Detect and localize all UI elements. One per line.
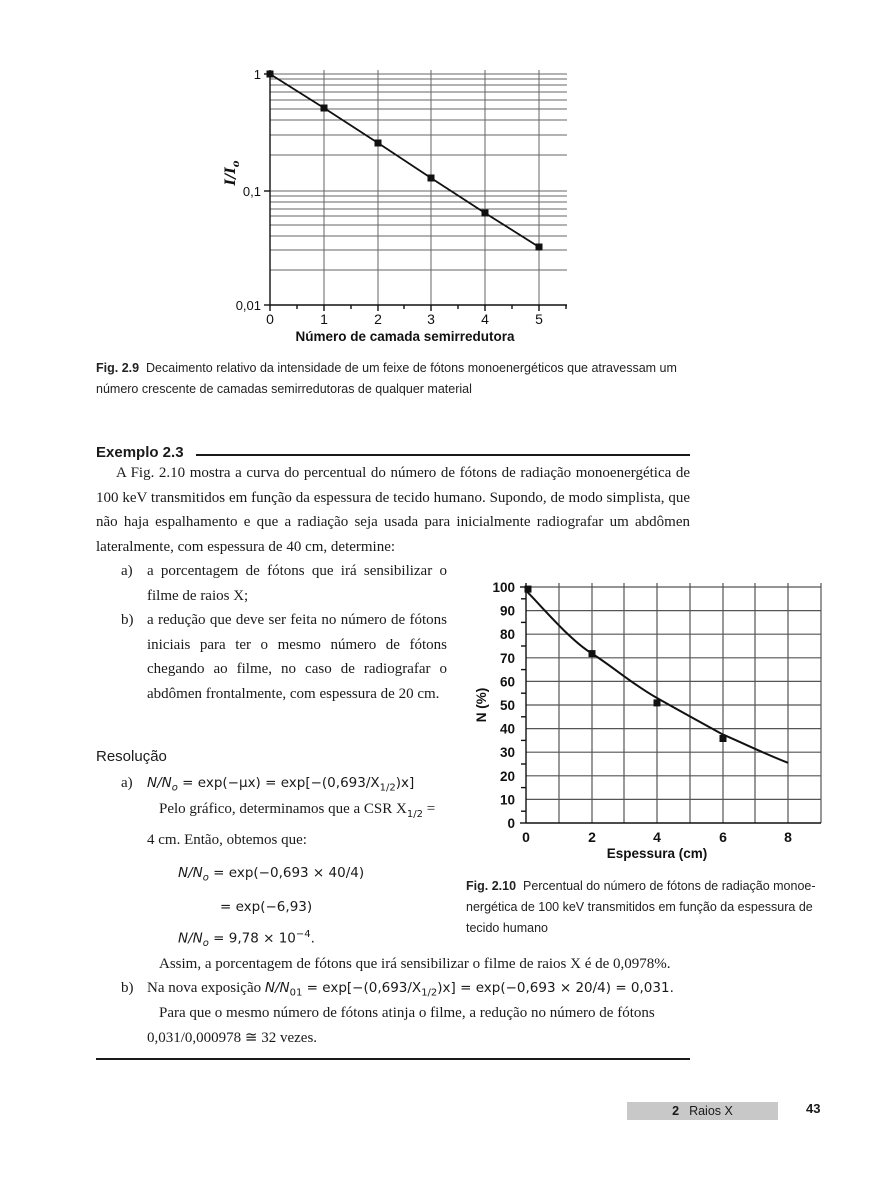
example-title: Exemplo 2.3 (96, 444, 184, 461)
fig-2-10-caption-label: Fig. 2.10 (466, 879, 517, 893)
fig-2-9-x-tick-labels (266, 311, 543, 327)
resolution-calculation (178, 859, 364, 958)
resolution-a-equation: a) $N/N_o = \exp(-\mu x) = \exp[-(0,693/X_{1/2})x]$ (121, 771, 414, 796)
fig-2-9-chart (200, 55, 580, 355)
y-tick-label: 50 (499, 698, 515, 713)
x-tick-label: 3 (427, 311, 435, 327)
y-tick-label: 90 (499, 603, 515, 619)
question-label: a) (121, 563, 133, 579)
fig-2-10-y-axis-label: N (%) (474, 687, 489, 723)
y-tick-label: 1 (253, 67, 261, 82)
question-text: a porcentagem de fótons que irá sensibilizar o filme de raios X; (147, 563, 447, 604)
x-tick-label: 8 (784, 829, 792, 845)
fig-2-10-caption-text: Percentual do número de fótons de radiação monoe- (522, 879, 816, 893)
fig-2-10-caption (466, 876, 846, 939)
calc-line-3: $N/N_o = 9,78 \times 10^{-4}$. (178, 928, 315, 949)
x-tick-label: 0 (266, 311, 274, 327)
fig-2-9-x-axis-label: Número de camada semirredutora (295, 329, 515, 344)
fig-2-9-caption-label: Fig. 2.9 (96, 361, 140, 375)
fig-2-10-data-markers (525, 586, 727, 742)
resolution-b-label: b) (121, 980, 134, 996)
resolution-a-label: a) (121, 775, 133, 791)
fig-2-9-caption-text: Decaimento relativo da intensidade de um feixe de fótons monoenergéticos que atravessam um (146, 361, 677, 375)
x-tick-label: 0 (522, 829, 530, 845)
chapter-footer (627, 1102, 778, 1120)
chapter-number: 2 (672, 1104, 680, 1118)
fig-2-10-y-tick-labels (492, 580, 515, 831)
y-tick-label: 0,1 (242, 184, 261, 199)
question-item-a (121, 559, 447, 608)
x-tick-label: 1 (320, 311, 328, 327)
y-tick-label: 10 (499, 792, 515, 808)
x-tick-label: 5 (535, 311, 543, 327)
y-tick-label: 100 (492, 580, 515, 595)
y-tick-label: 80 (499, 627, 515, 643)
calc-line-2: = exp(−6,93) (220, 898, 313, 915)
fig-2-10-caption-text-line2: nergética de 100 keV transmitidos em função da espessura de (466, 900, 813, 914)
x-tick-label: 4 (653, 829, 661, 845)
x-tick-label: 2 (374, 311, 382, 327)
chapter-title: Raios X (689, 1104, 733, 1118)
page-number: 43 (806, 1101, 821, 1116)
fig-2-9-y-tick-labels (236, 67, 261, 313)
question-item-b (121, 608, 447, 706)
x-tick-label: 4 (481, 311, 489, 327)
y-tick-label: 30 (499, 745, 515, 761)
x-tick-label: 6 (719, 829, 727, 845)
resolution-a-conclusion: Assim, a porcentagem de fótons que irá sensibilizar o filme de raios X é de 0,0978%. (159, 956, 671, 972)
question-label: b) (121, 612, 134, 628)
example-question-list (121, 559, 447, 706)
x-tick-label: 2 (588, 829, 596, 845)
example-header (96, 437, 690, 461)
y-tick-label: 60 (499, 674, 515, 690)
y-tick-label: 20 (499, 768, 515, 784)
example-title-rule (196, 454, 690, 456)
y-tick-label: 0 (507, 816, 515, 831)
resolution-a-text: Pelo gráfico, determinamos que a CSR $X_{1/2}$ = 4 cm. Então, obtemos que: (147, 801, 436, 848)
y-tick-label: 0,01 (235, 298, 261, 313)
fig-2-10-caption-text-line3: tecido humano (466, 921, 549, 935)
example-intro: A Fig. 2.10 mostra a curva do percentual do número de fótons de radiação monoenergética de 100 keV transmitidos em função da espessura de tecido humano. Supondo, de modo simplista, que não haja espalhamento e que a radiação seja usada para inicialmente radiografar um abdômen lateralmente, com espessura de 40 cm, determine: (96, 465, 690, 555)
fig-2-10-axes (520, 583, 821, 823)
fig-2-9-gridlines (270, 70, 567, 305)
fig-2-10-x-tick-labels (522, 829, 792, 845)
resolution-title: Resolução (96, 748, 167, 765)
fig-2-9-y-axis-label: $I/I_o$ (223, 160, 242, 186)
fig-2-9-caption-text-line2: número crescente de camadas semirredutoras de qualquer material (96, 382, 472, 396)
y-tick-label: 40 (499, 721, 515, 737)
fig-2-10-gridlines (526, 583, 821, 823)
section-end-rule (96, 1058, 690, 1060)
question-text: a redução que deve ser feita no número de fótons iniciais para ter o mesmo número de fótons chegando ao filme, no caso de radiografar o abdômen frontalmente, com espessura de 20 cm. (147, 612, 447, 702)
fig-2-9-caption (96, 358, 696, 400)
fig-2-10-x-axis-label: Espessura (cm) (606, 846, 708, 861)
resolution-b: b) Na nova exposição $N/N_{01} = \exp[-(0,693/X_{1/2})x] = \exp(-0,693 \times 20/4) = 0,031$. (121, 976, 691, 1006)
y-tick-label: 70 (499, 650, 515, 666)
fig-2-10-chart (465, 570, 840, 870)
calc-line-1: $N/N_o = \exp(-0,693 \times 40/4)$ (178, 865, 365, 884)
resolution-b-text: Para que o mesmo número de fótons atinja o filme, a redução no número de fótons 0,031/0,000978 ≅ 32 vezes. (147, 1005, 655, 1046)
